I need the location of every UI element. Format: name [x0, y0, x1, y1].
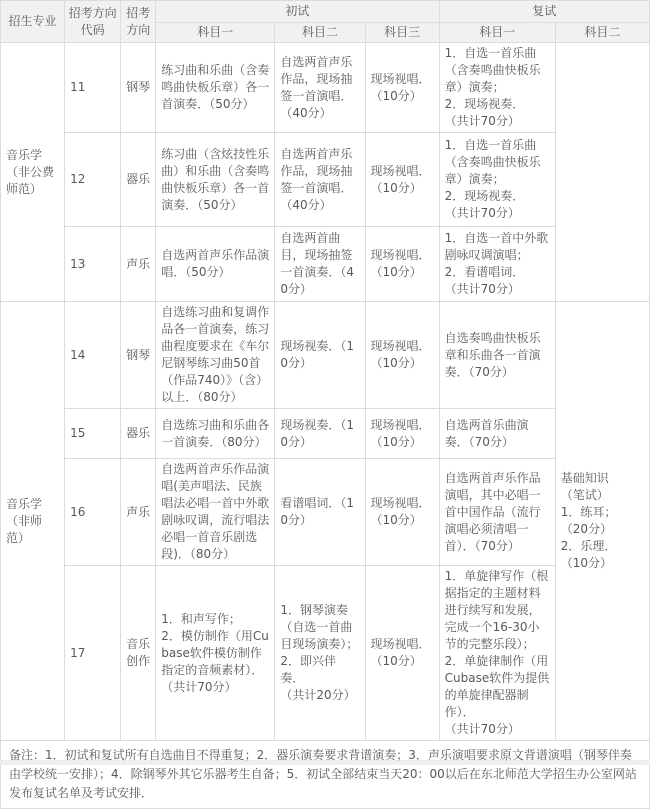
cell-retest1-13: 1．自选一首中外歌剧咏叹调演唱； 2．看谱唱词． （共计70分）	[439, 227, 555, 302]
cell-code-12: 12	[65, 133, 121, 227]
table-row	[1, 409, 650, 459]
cell-retest2-group2: 基础知识 （笔试） 1．练耳； （20分） 2．乐理． （10分）	[555, 302, 649, 741]
cell-initial2-11: 自选两首声乐作品，现场抽签一首演唱．（40分）	[275, 43, 365, 133]
cell-initial2-12: 自选两首声乐作品，现场抽签一首演唱．（40分）	[275, 133, 365, 227]
cell-code-16: 16	[65, 459, 121, 566]
cell-retest2-group1	[555, 43, 649, 302]
header-initial-subject1: 科目一	[156, 23, 275, 43]
header-initial-subject2: 科目二	[275, 23, 365, 43]
cell-initial3-11: 现场视唱．（10分）	[365, 43, 439, 133]
header-retest-subject2: 科目二	[555, 23, 649, 43]
cell-initial3-17: 现场视唱．（10分）	[365, 566, 439, 741]
cell-initial1-14: 自选练习曲和复调作品各一首演奏，练习曲程度要求在《车尔尼钢琴练习曲50首（作品740）》（含）以上．（80分）	[156, 302, 275, 409]
cell-retest1-11: 1．自选一首乐曲（含奏鸣曲快板乐章）演奏； 2．现场视奏． （共计70分）	[439, 43, 555, 133]
cell-initial3-13: 现场视唱．（10分）	[365, 227, 439, 302]
header-retest: 复试	[439, 1, 649, 23]
table-header	[1, 1, 650, 43]
cell-initial1-17: 1．和声写作； 2．模仿制作（用Cubase软件模仿制作指定的音频素材）． （共计70分）	[156, 566, 275, 741]
cell-retest1-15: 自选两首乐曲演奏．（70分）	[439, 409, 555, 459]
cell-initial3-14: 现场视唱．（10分）	[365, 302, 439, 409]
table-row	[1, 133, 650, 227]
cell-initial3-15: 现场视唱．（10分）	[365, 409, 439, 459]
cell-retest1-14: 自选奏鸣曲快板乐章和乐曲各一首演奏．（70分）	[439, 302, 555, 409]
cell-initial1-11: 练习曲和乐曲（含奏鸣曲快板乐章）各一首演奏．（50分）	[156, 43, 275, 133]
table-row	[1, 459, 650, 566]
cell-code-17: 17	[65, 566, 121, 741]
cell-initial2-14: 现场视奏．（10分）	[275, 302, 365, 409]
cell-code-13: 13	[65, 227, 121, 302]
header-direction: 招考方向	[121, 1, 156, 43]
cell-code-14: 14	[65, 302, 121, 409]
header-initial-subject3: 科目三	[365, 23, 439, 43]
cell-major-group1: 音乐学（非公费师范）	[1, 43, 65, 302]
cell-initial1-15: 自选练习曲和乐曲各一首演奏．（80分）	[156, 409, 275, 459]
cell-code-11: 11	[65, 43, 121, 133]
cell-major-group2: 音乐学（非师范）	[1, 302, 65, 741]
header-major: 招生专业	[1, 1, 65, 43]
cell-retest1-16: 自选两首声乐作品演唱，其中必唱一首中国作品（流行演唱必须清唱一首）．（70分）	[439, 459, 555, 566]
cell-initial3-16: 现场视唱．（10分）	[365, 459, 439, 566]
header-direction-code: 招考方向代码	[65, 1, 121, 43]
cell-initial2-17: 1．钢琴演奏（自选一首曲目现场演奏）； 2．即兴伴奏． （共计20分）	[275, 566, 365, 741]
cell-direction-13: 声乐	[121, 227, 156, 302]
cell-direction-12: 器乐	[121, 133, 156, 227]
table-row	[1, 302, 650, 409]
cell-initial2-16: 看谱唱词．（10分）	[275, 459, 365, 566]
cell-initial3-12: 现场视唱．（10分）	[365, 133, 439, 227]
table-row	[1, 741, 650, 809]
cell-direction-16: 声乐	[121, 459, 156, 566]
table-row	[1, 566, 650, 741]
cell-retest1-12: 1．自选一首乐曲（含奏鸣曲快板乐章）演奏； 2．现场视奏． （共计70分）	[439, 133, 555, 227]
cell-code-15: 15	[65, 409, 121, 459]
cell-direction-11: 钢琴	[121, 43, 156, 133]
cell-initial2-13: 自选两首曲目，现场抽签一首演奏．（40分）	[275, 227, 365, 302]
remarks-note: 备注：1．初试和复试所有自选曲目不得重复；2．器乐演奏要求背谱演奏；3．声乐演唱要求原文背谱演唱（钢琴伴奏由学校统一安排）；4．除钢琴外其它乐器考生自备；5．初试全部结束当天20：00以后在东北师范大学招生办公室网站发布复试名单及考试安排．	[1, 741, 650, 809]
cell-initial1-12: 练习曲（含炫技性乐曲）和乐曲（含奏鸣曲快板乐章）各一首演奏．（50分）	[156, 133, 275, 227]
table-row	[1, 43, 650, 133]
cell-initial1-16: 自选两首声乐作品演唱(美声唱法、民族唱法必唱一首中外歌剧咏叹调，流行唱法必唱一首音乐剧选段)．（80分）	[156, 459, 275, 566]
cell-initial2-15: 现场视奏．（10分）	[275, 409, 365, 459]
cell-direction-14: 钢琴	[121, 302, 156, 409]
cell-direction-17: 音乐创作	[121, 566, 156, 741]
cell-retest1-17: 1．单旋律写作（根据指定的主题材料进行续写和发展，完成一个16-30小节的完整乐段）； 2．单旋律制作（用Cubase软件为提供的单旋律配器制作）． （共计70分）	[439, 566, 555, 741]
header-retest-subject1: 科目一	[439, 23, 555, 43]
cell-initial1-13: 自选两首声乐作品演唱．（50分）	[156, 227, 275, 302]
cell-direction-15: 器乐	[121, 409, 156, 459]
table-row	[1, 227, 650, 302]
header-initial-test: 初试	[156, 1, 439, 23]
